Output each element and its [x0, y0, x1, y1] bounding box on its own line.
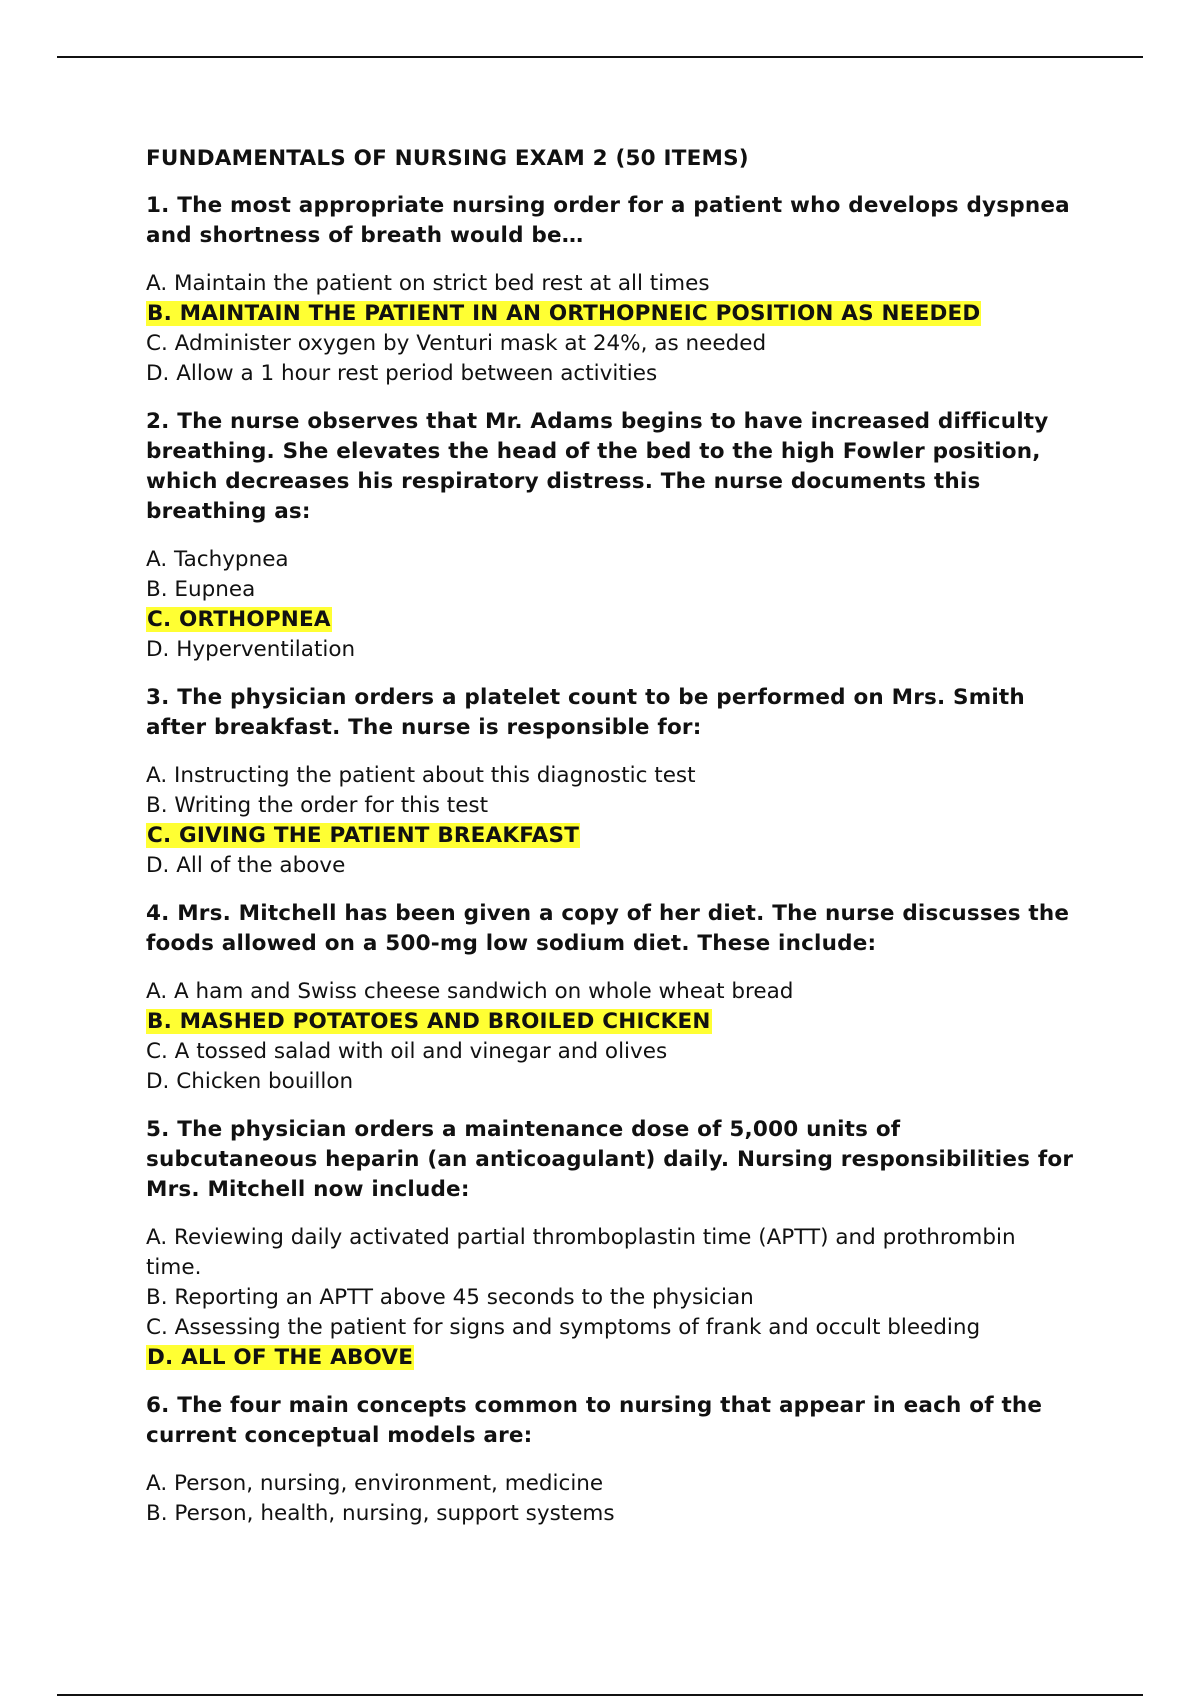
option-a	[146, 545, 1076, 575]
document-title: FUNDAMENTALS OF NURSING EXAM 2 (50 ITEMS)	[146, 146, 749, 171]
footer-rule	[57, 1694, 1143, 1696]
highlighted-answer: C. ORTHOPNEA	[147, 607, 331, 632]
option-b	[146, 575, 1076, 605]
question-stem: 3. The physician orders a platelet count to be performed on Mrs. Smith after breakfast. The nurse is responsible for:	[146, 685, 1025, 740]
option-text: A. Reviewing daily activated partial thromboplastin time (APTT) and prothrombin time.	[146, 1225, 1016, 1280]
option-d	[146, 359, 1076, 389]
option-a	[146, 269, 1076, 299]
highlighted-answer: B. MASHED POTATOES AND BROILED CHICKEN	[147, 1009, 711, 1034]
option-d	[146, 1067, 1076, 1097]
option-text: B. Eupnea	[146, 577, 256, 602]
option-a	[146, 977, 1076, 1007]
option-text: B. Person, health, nursing, support systems	[146, 1501, 615, 1526]
option-text: C. Assessing the patient for signs and symptoms of frank and occult bleeding	[146, 1315, 981, 1340]
option-text: A. Maintain the patient on strict bed rest at all times	[146, 271, 710, 296]
question-1	[146, 191, 1076, 389]
option-text: D. Hyperventilation	[146, 637, 356, 662]
options-list	[146, 1469, 1076, 1529]
option-b	[146, 1499, 1076, 1529]
question-5	[146, 1115, 1076, 1373]
question-stem: 1. The most appropriate nursing order for a patient who develops dyspnea and shortness of breath would be…	[146, 193, 1070, 248]
option-c-correct-answer	[146, 605, 1076, 635]
option-c	[146, 1037, 1076, 1067]
option-text: A. A ham and Swiss cheese sandwich on whole wheat bread	[146, 979, 794, 1004]
highlighted-answer: C. GIVING THE PATIENT BREAKFAST	[147, 823, 580, 848]
question-4	[146, 899, 1076, 1097]
options-list	[146, 977, 1076, 1097]
question-stem: 6. The four main concepts common to nursing that appear in each of the current conceptual models are:	[146, 1393, 1043, 1448]
option-text: B. Reporting an APTT above 45 seconds to the physician	[146, 1285, 754, 1310]
option-d	[146, 851, 1076, 881]
option-b-correct-answer	[146, 1007, 1076, 1037]
option-text: D. All of the above	[146, 853, 346, 878]
options-list	[146, 761, 1076, 881]
option-d	[146, 635, 1076, 665]
option-text: B. Writing the order for this test	[146, 793, 489, 818]
options-list	[146, 545, 1076, 665]
question-6	[146, 1391, 1076, 1529]
highlighted-answer: D. ALL OF THE ABOVE	[147, 1345, 414, 1370]
options-list	[146, 269, 1076, 389]
question-stem: 4. Mrs. Mitchell has been given a copy of her diet. The nurse discusses the foods allowed on a 500-mg low sodium diet. These include:	[146, 901, 1070, 956]
option-text: A. Tachypnea	[146, 547, 289, 572]
option-b-correct-answer	[146, 299, 1076, 329]
option-text: C. Administer oxygen by Venturi mask at 24%, as needed	[146, 331, 767, 356]
question-2	[146, 407, 1076, 665]
option-b	[146, 1283, 1076, 1313]
header-rule	[57, 56, 1143, 58]
question-stem: 5. The physician orders a maintenance dose of 5,000 units of subcutaneous heparin (an anticoagulant) daily. Nursing responsibilities for Mrs. Mitchell now include:	[146, 1117, 1074, 1202]
option-text: A. Person, nursing, environment, medicine	[146, 1471, 604, 1496]
options-list	[146, 1223, 1076, 1373]
option-c	[146, 329, 1076, 359]
question-3	[146, 683, 1076, 881]
option-a	[146, 1469, 1076, 1499]
option-d-correct-answer	[146, 1343, 1076, 1373]
option-a	[146, 761, 1076, 791]
option-text: D. Chicken bouillon	[146, 1069, 354, 1094]
option-a	[146, 1223, 1076, 1283]
option-text: A. Instructing the patient about this diagnostic test	[146, 763, 696, 788]
question-stem: 2. The nurse observes that Mr. Adams begins to have increased difficulty breathing. She elevates the head of the bed to the high Fowler position, which decreases his respiratory distress. The nurse documents this breathing as:	[146, 409, 1049, 524]
option-text: C. A tossed salad with oil and vinegar and olives	[146, 1039, 668, 1064]
option-b	[146, 791, 1076, 821]
highlighted-answer: B. MAINTAIN THE PATIENT IN AN ORTHOPNEIC POSITION AS NEEDED	[147, 301, 981, 326]
option-c	[146, 1313, 1076, 1343]
option-text: D. Allow a 1 hour rest period between activities	[146, 361, 658, 386]
document-body	[146, 144, 1076, 1547]
option-c-correct-answer	[146, 821, 1076, 851]
